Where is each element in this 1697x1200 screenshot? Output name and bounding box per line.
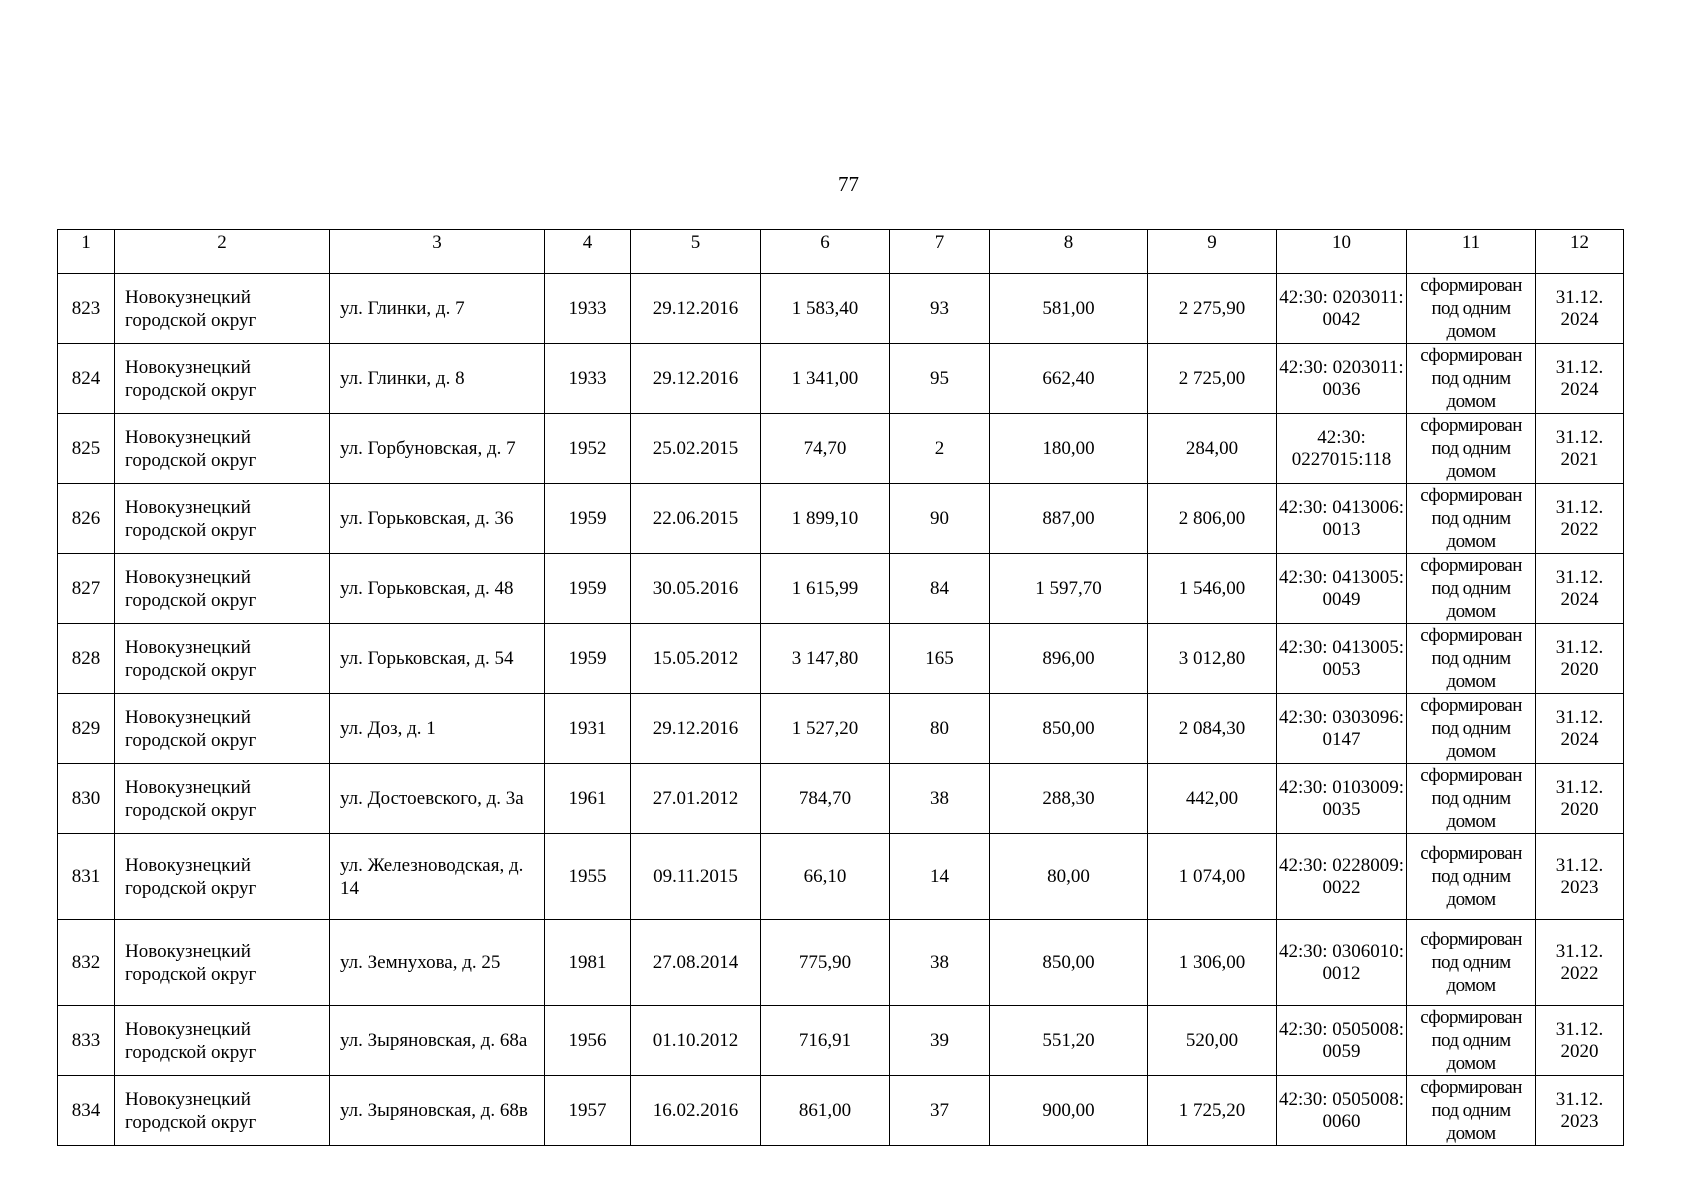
residents-cell: 84	[890, 554, 990, 624]
column-header: 6	[761, 230, 890, 274]
municipality-cell: Новокузнецкий городской округ	[115, 274, 330, 344]
row-number-cell: 823	[58, 274, 115, 344]
year-cell: 1959	[545, 624, 631, 694]
status-cell: сформирован под одним домом	[1407, 764, 1536, 834]
column-8-cell: 850,00	[990, 920, 1148, 1006]
deadline-cell: 31.12. 2020	[1536, 624, 1624, 694]
residents-cell: 37	[890, 1076, 990, 1146]
column-header: 7	[890, 230, 990, 274]
address-cell: ул. Земнухова, д. 25	[330, 920, 545, 1006]
municipality-cell: Новокузнецкий городской округ	[115, 1006, 330, 1076]
deadline-cell: 31.12. 2023	[1536, 834, 1624, 920]
cadastral-number-cell: 42:30: 0203011: 0042	[1277, 274, 1407, 344]
address-cell: ул. Железноводская, д. 14	[330, 834, 545, 920]
date-cell: 09.11.2015	[631, 834, 761, 920]
year-cell: 1981	[545, 920, 631, 1006]
column-8-cell: 288,30	[990, 764, 1148, 834]
date-cell: 15.05.2012	[631, 624, 761, 694]
table-row	[58, 694, 1624, 764]
residents-cell: 93	[890, 274, 990, 344]
cadastral-number-cell: 42:30: 0505008: 0060	[1277, 1076, 1407, 1146]
residents-cell: 14	[890, 834, 990, 920]
registry-table	[57, 229, 1624, 1146]
column-8-cell: 887,00	[990, 484, 1148, 554]
column-header: 5	[631, 230, 761, 274]
residents-cell: 38	[890, 920, 990, 1006]
column-9-cell: 442,00	[1148, 764, 1277, 834]
table-row	[58, 484, 1624, 554]
deadline-cell: 31.12. 2022	[1536, 920, 1624, 1006]
year-cell: 1952	[545, 414, 631, 484]
area-cell: 775,90	[761, 920, 890, 1006]
cadastral-number-cell: 42:30: 0505008: 0059	[1277, 1006, 1407, 1076]
table-row	[58, 1076, 1624, 1146]
column-9-cell: 1 725,20	[1148, 1076, 1277, 1146]
row-number-cell: 834	[58, 1076, 115, 1146]
deadline-cell: 31.12. 2024	[1536, 344, 1624, 414]
year-cell: 1957	[545, 1076, 631, 1146]
table-row	[58, 624, 1624, 694]
date-cell: 25.02.2015	[631, 414, 761, 484]
table-row	[58, 764, 1624, 834]
status-cell: сформирован под одним домом	[1407, 414, 1536, 484]
cadastral-number-cell: 42:30: 0203011: 0036	[1277, 344, 1407, 414]
row-number-cell: 833	[58, 1006, 115, 1076]
column-8-cell: 80,00	[990, 834, 1148, 920]
status-cell: сформирован под одним домом	[1407, 344, 1536, 414]
column-header: 2	[115, 230, 330, 274]
year-cell: 1933	[545, 274, 631, 344]
column-9-cell: 2 275,90	[1148, 274, 1277, 344]
column-header: 8	[990, 230, 1148, 274]
column-9-cell: 1 546,00	[1148, 554, 1277, 624]
municipality-cell: Новокузнецкий городской округ	[115, 694, 330, 764]
address-cell: ул. Горьковская, д. 54	[330, 624, 545, 694]
area-cell: 1 615,99	[761, 554, 890, 624]
residents-cell: 80	[890, 694, 990, 764]
column-8-cell: 180,00	[990, 414, 1148, 484]
column-8-cell: 1 597,70	[990, 554, 1148, 624]
table-row	[58, 554, 1624, 624]
cadastral-number-cell: 42:30: 0413005: 0049	[1277, 554, 1407, 624]
area-cell: 1 341,00	[761, 344, 890, 414]
municipality-cell: Новокузнецкий городской округ	[115, 764, 330, 834]
column-9-cell: 2 084,30	[1148, 694, 1277, 764]
registry-body	[58, 274, 1624, 1146]
area-cell: 784,70	[761, 764, 890, 834]
column-header: 11	[1407, 230, 1536, 274]
deadline-cell: 31.12. 2021	[1536, 414, 1624, 484]
column-header: 1	[58, 230, 115, 274]
address-cell: ул. Горьковская, д. 48	[330, 554, 545, 624]
row-number-cell: 830	[58, 764, 115, 834]
column-header: 3	[330, 230, 545, 274]
cadastral-number-cell: 42:30: 0413005: 0053	[1277, 624, 1407, 694]
cadastral-number-cell: 42:30: 0103009: 0035	[1277, 764, 1407, 834]
column-9-cell: 2 725,00	[1148, 344, 1277, 414]
deadline-cell: 31.12. 2024	[1536, 554, 1624, 624]
table-row	[58, 414, 1624, 484]
residents-cell: 2	[890, 414, 990, 484]
residents-cell: 38	[890, 764, 990, 834]
header-row	[58, 230, 1624, 274]
municipality-cell: Новокузнецкий городской округ	[115, 484, 330, 554]
area-cell: 861,00	[761, 1076, 890, 1146]
year-cell: 1959	[545, 484, 631, 554]
cadastral-number-cell: 42:30: 0306010: 0012	[1277, 920, 1407, 1006]
column-8-cell: 900,00	[990, 1076, 1148, 1146]
municipality-cell: Новокузнецкий городской округ	[115, 624, 330, 694]
status-cell: сформирован под одним домом	[1407, 624, 1536, 694]
date-cell: 29.12.2016	[631, 344, 761, 414]
table-row	[58, 834, 1624, 920]
column-8-cell: 551,20	[990, 1006, 1148, 1076]
date-cell: 01.10.2012	[631, 1006, 761, 1076]
date-cell: 30.05.2016	[631, 554, 761, 624]
column-9-cell: 520,00	[1148, 1006, 1277, 1076]
residents-cell: 39	[890, 1006, 990, 1076]
row-number-cell: 832	[58, 920, 115, 1006]
row-number-cell: 827	[58, 554, 115, 624]
table-row	[58, 920, 1624, 1006]
date-cell: 16.02.2016	[631, 1076, 761, 1146]
column-9-cell: 284,00	[1148, 414, 1277, 484]
page-number: 77	[838, 172, 859, 196]
column-header: 10	[1277, 230, 1407, 274]
address-cell: ул. Доз, д. 1	[330, 694, 545, 764]
status-cell: сформирован под одним домом	[1407, 920, 1536, 1006]
column-9-cell: 2 806,00	[1148, 484, 1277, 554]
area-cell: 66,10	[761, 834, 890, 920]
municipality-cell: Новокузнецкий городской округ	[115, 344, 330, 414]
status-cell: сформирован под одним домом	[1407, 554, 1536, 624]
column-9-cell: 1 074,00	[1148, 834, 1277, 920]
column-9-cell: 1 306,00	[1148, 920, 1277, 1006]
municipality-cell: Новокузнецкий городской округ	[115, 1076, 330, 1146]
address-cell: ул. Глинки, д. 8	[330, 344, 545, 414]
address-cell: ул. Горьковская, д. 36	[330, 484, 545, 554]
deadline-cell: 31.12. 2024	[1536, 274, 1624, 344]
column-header: 9	[1148, 230, 1277, 274]
date-cell: 29.12.2016	[631, 694, 761, 764]
area-cell: 3 147,80	[761, 624, 890, 694]
status-cell: сформирован под одним домом	[1407, 1076, 1536, 1146]
column-header: 12	[1536, 230, 1624, 274]
area-cell: 74,70	[761, 414, 890, 484]
cadastral-number-cell: 42:30: 0228009: 0022	[1277, 834, 1407, 920]
area-cell: 1 899,10	[761, 484, 890, 554]
residents-cell: 165	[890, 624, 990, 694]
residents-cell: 90	[890, 484, 990, 554]
column-8-cell: 581,00	[990, 274, 1148, 344]
area-cell: 1 583,40	[761, 274, 890, 344]
row-number-cell: 831	[58, 834, 115, 920]
row-number-cell: 826	[58, 484, 115, 554]
address-cell: ул. Глинки, д. 7	[330, 274, 545, 344]
column-8-cell: 896,00	[990, 624, 1148, 694]
year-cell: 1956	[545, 1006, 631, 1076]
address-cell: ул. Достоевского, д. 3а	[330, 764, 545, 834]
area-cell: 1 527,20	[761, 694, 890, 764]
municipality-cell: Новокузнецкий городской округ	[115, 834, 330, 920]
status-cell: сформирован под одним домом	[1407, 484, 1536, 554]
municipality-cell: Новокузнецкий городской округ	[115, 554, 330, 624]
date-cell: 27.08.2014	[631, 920, 761, 1006]
year-cell: 1959	[545, 554, 631, 624]
address-cell: ул. Горбуновская, д. 7	[330, 414, 545, 484]
status-cell: сформирован под одним домом	[1407, 694, 1536, 764]
row-number-cell: 828	[58, 624, 115, 694]
year-cell: 1961	[545, 764, 631, 834]
year-cell: 1933	[545, 344, 631, 414]
year-cell: 1931	[545, 694, 631, 764]
column-8-cell: 662,40	[990, 344, 1148, 414]
municipality-cell: Новокузнецкий городской округ	[115, 920, 330, 1006]
municipality-cell: Новокузнецкий городской округ	[115, 414, 330, 484]
status-cell: сформирован под одним домом	[1407, 274, 1536, 344]
date-cell: 22.06.2015	[631, 484, 761, 554]
address-cell: ул. Зыряновская, д. 68а	[330, 1006, 545, 1076]
row-number-cell: 824	[58, 344, 115, 414]
deadline-cell: 31.12. 2022	[1536, 484, 1624, 554]
date-cell: 27.01.2012	[631, 764, 761, 834]
row-number-cell: 825	[58, 414, 115, 484]
row-number-cell: 829	[58, 694, 115, 764]
table-row	[58, 274, 1624, 344]
column-8-cell: 850,00	[990, 694, 1148, 764]
deadline-cell: 31.12. 2020	[1536, 1006, 1624, 1076]
status-cell: сформирован под одним домом	[1407, 1006, 1536, 1076]
table-row	[58, 344, 1624, 414]
deadline-cell: 31.12. 2023	[1536, 1076, 1624, 1146]
deadline-cell: 31.12. 2020	[1536, 764, 1624, 834]
status-cell: сформирован под одним домом	[1407, 834, 1536, 920]
column-9-cell: 3 012,80	[1148, 624, 1277, 694]
deadline-cell: 31.12. 2024	[1536, 694, 1624, 764]
table-row	[58, 1006, 1624, 1076]
cadastral-number-cell: 42:30: 0227015:118	[1277, 414, 1407, 484]
year-cell: 1955	[545, 834, 631, 920]
cadastral-number-cell: 42:30: 0413006: 0013	[1277, 484, 1407, 554]
residents-cell: 95	[890, 344, 990, 414]
date-cell: 29.12.2016	[631, 274, 761, 344]
column-header: 4	[545, 230, 631, 274]
cadastral-number-cell: 42:30: 0303096: 0147	[1277, 694, 1407, 764]
address-cell: ул. Зыряновская, д. 68в	[330, 1076, 545, 1146]
area-cell: 716,91	[761, 1006, 890, 1076]
